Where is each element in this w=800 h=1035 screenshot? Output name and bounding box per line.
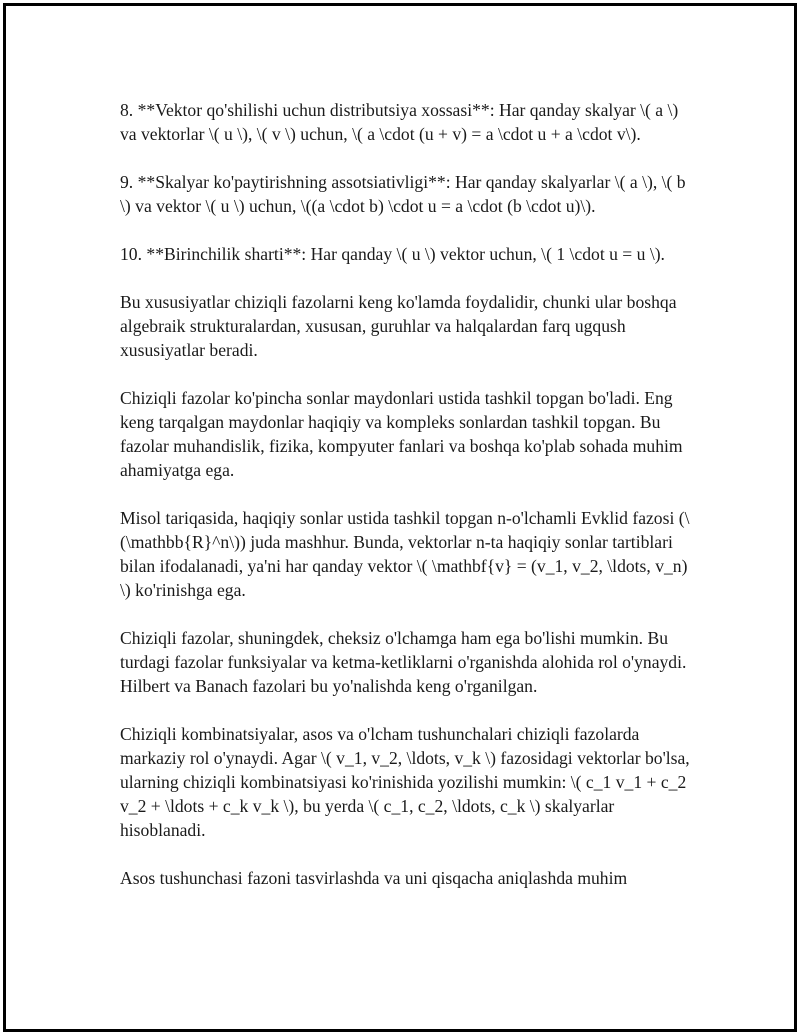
paragraph-euclidean-space: Misol tariqasida, haqiqiy sonlar ustida tashkil topgan n-o'lchamli Evklid fazosi (\(\mathbb{R}^n\)) juda mashhur. Bunda, vektorlar n-ta haqiqiy sonlar tartiblari bilan ifodalanadi, ya'ni har qanday vektor \( \mathbf{v} = (v_1, v_2, \ldots, v_n) \) ko'rinishga ega. (120, 508, 690, 600)
paragraph-identity-condition: 10. **Birinchilik sharti**: Har qanday \( u \) vektor uchun, \( 1 \cdot u = u \). (120, 244, 665, 264)
document-body (120, 98, 692, 914)
paragraph-basis-concept: Asos tushunchasi fazoni tasvirlashda va uni qisqacha aniqlashda muhim (120, 868, 628, 888)
paragraph-linear-combinations: Chiziqli kombinatsiyalar, asos va o'lcham tushunchalari chiziqli fazolarda markaziy rol o'ynaydi. Agar \( v_1, v_2, \ldots, v_k \) fazosidagi vektorlar bo'lsa, ularning chiziqli kombinatsiyasi ko'rinishida yozilishi mumkin: \( c_1 v_1 + c_2 v_2 + \ldots + c_k v_k \), bu yerda \( c_1, c_2, \ldots, c_k \) skalyarlar hisoblanadi. (120, 724, 690, 840)
paragraph-scalar-associativity: 9. **Skalyar ko'paytirishning assotsiativligi**: Har qanday skalyarlar \( a \), \( b \) va vektor \( u \) uchun, \((a \cdot b) \cdot u = a \cdot (b \cdot u)\). (120, 172, 686, 216)
paragraph-infinite-dimension: Chiziqli fazolar, shuningdek, cheksiz o'lchamga ham ega bo'lishi mumkin. Bu turdagi fazolar funksiyalar va ketma-ketliklarni o'rganishda alohida rol o'ynaydi. Hilbert va Banach fazolari bu yo'nalishda keng o'rganilgan. (120, 628, 687, 696)
page-frame (3, 3, 797, 1032)
paragraph-properties-summary: Bu xususiyatlar chiziqli fazolarni keng ko'lamda foydalidir, chunki ular boshqa algebraik strukturalardan, xususan, guruhlar va halqalardan farq ugqush xususiyatlar beradi. (120, 292, 677, 360)
paragraph-distributivity-vector-addition: 8. **Vektor qo'shilishi uchun distributsiya xossasi**: Har qanday skalyar \( a \) va vektorlar \( u \), \( v \) uchun, \( a \cdot (u + v) = a \cdot u + a \cdot v\). (120, 100, 679, 144)
paragraph-number-fields: Chiziqli fazolar ko'pincha sonlar maydonlari ustida tashkil topgan bo'ladi. Eng keng tarqalgan maydonlar haqiqiy va kompleks sonlardan tashkil topgan. Bu fazolar muhandislik, fizika, kompyuter fanlari va boshqa ko'plab sohada muhim ahamiyatga ega. (120, 388, 683, 480)
